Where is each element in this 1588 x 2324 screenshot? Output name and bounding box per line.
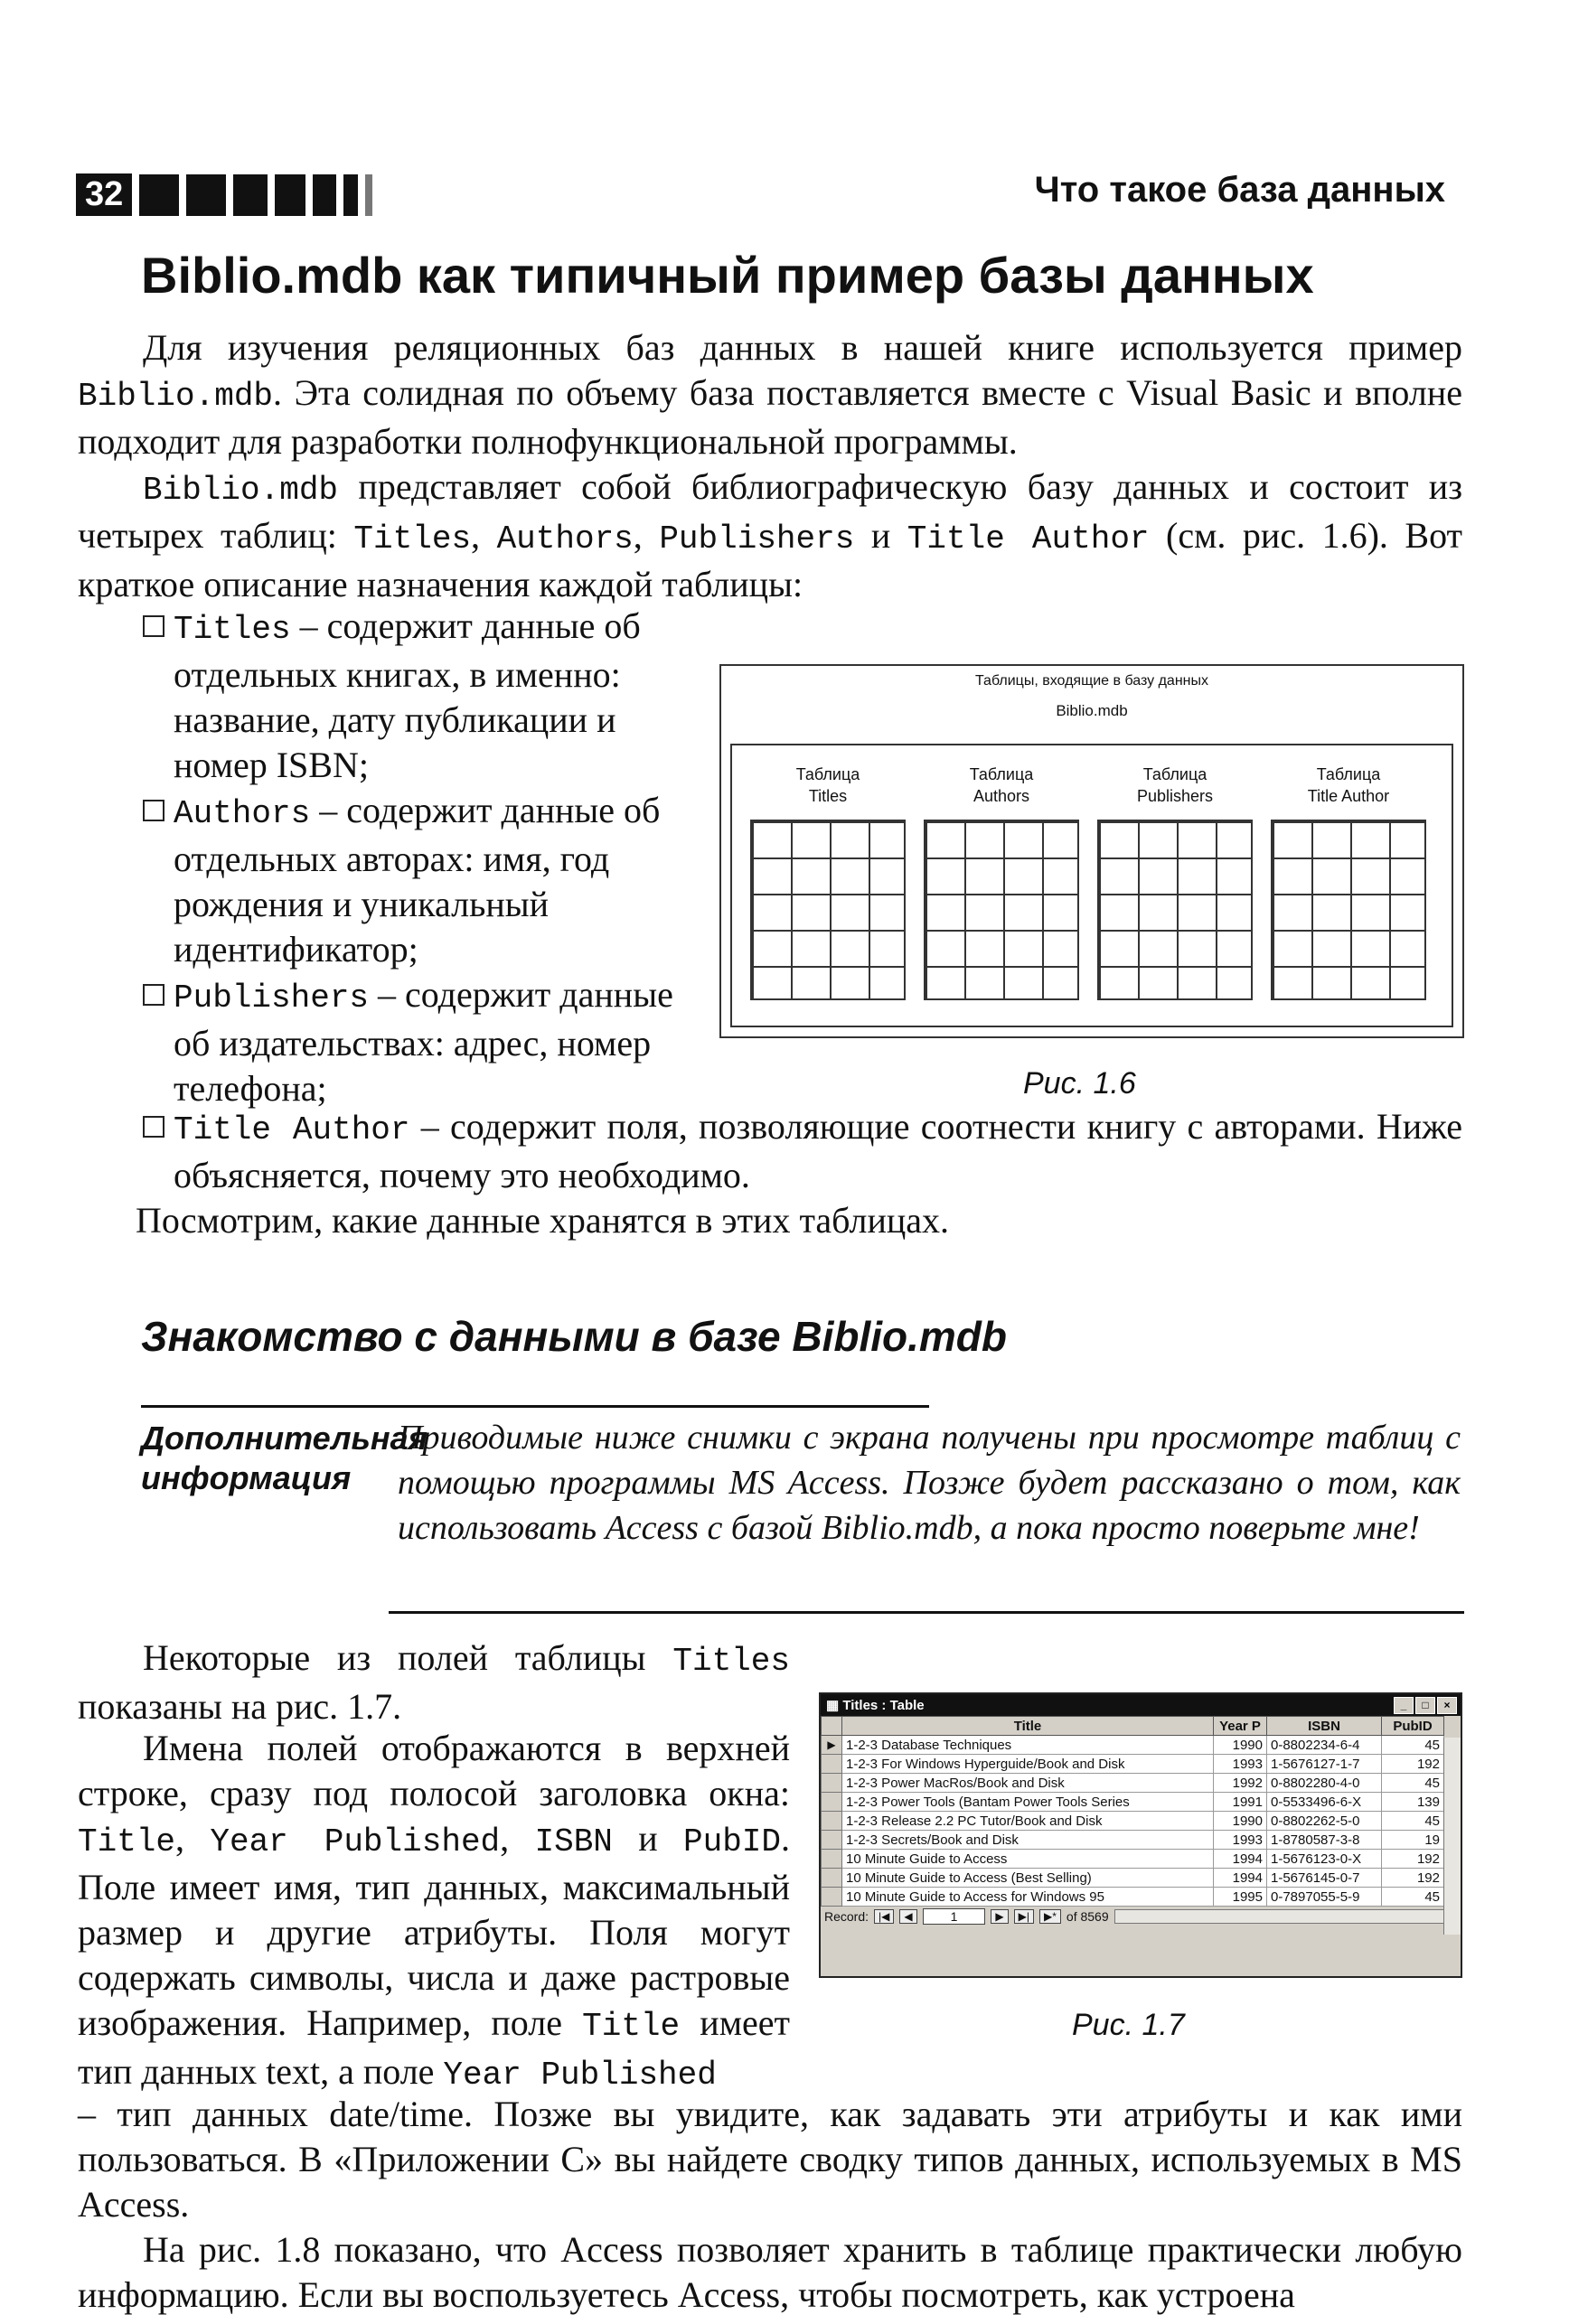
new-record-button[interactable]: ▶* [1039,1909,1061,1924]
list-item: Publishers – содержит данные об издательствах: адрес, номер телефона; [143,972,685,1111]
running-head: Что такое база данных [1034,170,1445,210]
note-rule-bottom [389,1611,1464,1614]
table-grid-authors [924,820,1079,1000]
list-item: Authors – содержит данные об отдельных авторах: имя, год рождения и уникальный идентификатор; [143,788,685,972]
list-item: Title Author – содержит поля, позволяющие соотнести книгу с авторами. Ниже объясняется, почему это необходимо. [143,1104,1462,1198]
table-row[interactable]: 10 Minute Guide to Access (Best Selling) 1994 1-5676145-0-7 192 [822,1869,1444,1888]
record-navigator [821,1907,1461,1926]
table-grid-titles [750,820,906,1000]
header-bar-block [313,174,336,216]
next-record-button[interactable]: ▶ [991,1909,1008,1924]
page-header-bar [76,173,372,216]
header-bar-block [365,174,372,216]
table-row[interactable]: 1-2-3 Release 2.2 PC Tutor/Book and Disk 1990 0-8802262-5-0 45 [822,1812,1444,1831]
last-record-button[interactable]: ▶| [1014,1909,1034,1924]
bullet-list-last [136,1104,1462,1243]
table-row[interactable]: 1-2-3 Power MacRos/Book and Disk 1992 0-8802280-4-0 45 [822,1774,1444,1793]
header-bar-block [186,174,226,216]
list-item: Titles – содержит данные об отдельных книгах, в именно: название, дату публикации и номер ISBN; [143,604,685,788]
body2-paragraph-2-tail: – тип данных date/time. Позже вы увидите, как задавать эти атрибуты и как ими пользоваться. В «Приложении С» вы найдете сводку типов данных, используемых в MS Access. На рис. 1.8 показано, что Access позволяет хранить в таблице практически любую информацию. Если вы воспользуетесь Access, чтобы посмотреть, как устроена [78,2092,1462,2318]
window-title: Titles : Table [842,1697,925,1713]
table-label-authors: Таблица Authors [969,765,1034,805]
intro-text [78,325,1462,607]
page-number: 32 [76,173,132,216]
figure-caption-line2: Biblio.mdb [1056,702,1128,719]
table-row[interactable]: 10 Minute Guide to Access 1994 1-5676123-0-X 192 [822,1850,1444,1869]
row-selector-header [822,1717,842,1736]
header-bar-block [139,174,179,216]
checkbox-bullet-icon [143,1116,164,1138]
maximize-button[interactable]: □ [1415,1697,1435,1714]
record-label: Record: [824,1909,869,1924]
note-text: Приводимые ниже снимки с экрана получены при просмотре таблиц с помощью программы MS Access. Позже будет рассказано о том, как использовать Access с базой Biblio.mdb, а пока просто поверьте мне! [398,1419,1461,1547]
table-row[interactable]: 1-2-3 Power Tools (Bantam Power Tools Series 1991 0-5533496-6-X 139 [822,1793,1444,1812]
column-header-title[interactable]: Title [842,1717,1214,1736]
table-grid-publishers [1097,820,1253,1000]
column-header-isbn[interactable]: ISBN [1267,1717,1382,1736]
previous-record-button[interactable]: ◀ [899,1909,916,1924]
header-bar-block [275,174,305,216]
section-title: Biblio.mdb как типичный пример базы данных [141,247,1314,304]
body2-left-column [78,1635,790,1729]
column-header-pubid[interactable]: PubID [1382,1717,1444,1736]
intro-paragraph-1: Для изучения реляционных баз данных в нашей книге используется пример Biblio.mdb. Эта солидная по объему база поставляется вместе с Visual Basic и вполне подходит для разработки полнофункциональной программы. [78,327,1462,462]
table-row[interactable]: 1-2-3 For Windows Hyperguide/Book and Disk 1993 1-5676127-1-7 192 [822,1755,1444,1774]
current-record-icon: ▶ [822,1736,842,1755]
table-label-title-author: Таблица Title Author [1307,765,1390,805]
column-header-year[interactable]: Year P [1214,1717,1267,1736]
note-label: Дополнительная информация [141,1420,428,1496]
window-title-bar[interactable] [821,1694,1461,1716]
table-label-titles: Таблица Titles [795,765,860,805]
figure-1-6-diagram [719,664,1464,1038]
table-grid-title-author [1271,820,1426,1000]
body2-paragraph-1: Некоторые из полей таблицы Titles показаны на рис. 1.7. [78,1637,790,1727]
header-bar-block [343,174,358,216]
table-row[interactable]: 1-2-3 Secrets/Book and Disk 1993 1-8780587-3-8 19 [822,1831,1444,1850]
table-row[interactable]: 10 Minute Guide to Access for Windows 95 1995 0-7897055-5-9 45 [822,1888,1444,1907]
checkbox-bullet-icon [143,615,164,637]
figure-caption-line1: Таблицы, входящие в базу данных [974,673,1208,689]
database-box [730,744,1453,1027]
close-button[interactable]: × [1437,1697,1457,1714]
table-label-publishers: Таблица Publishers [1136,765,1214,805]
after-bullets-paragraph: Посмотрим, какие данные хранятся в этих таблицах. [136,1200,950,1241]
table-icon: ▦ [826,1698,843,1713]
checkbox-bullet-icon [143,984,164,1006]
figure-1-7-label: Рис. 1.7 [1072,2008,1185,2042]
access-table-window [819,1692,1462,1978]
titles-datasheet [821,1716,1444,1907]
table-row[interactable]: ▶ 1-2-3 Database Techniques 1990 0-8802234-6-4 45 [822,1736,1444,1755]
first-record-button[interactable]: |◀ [874,1909,894,1924]
record-number-input[interactable]: 1 [923,1908,986,1925]
record-total: of 8569 [1066,1909,1109,1924]
body2-paragraph-2-col: Имена полей отображаются в верхней строке, сразу под полосой заголовка окна: Title, Year Published, ISBN и PubID. Поле имеет имя, тип данных, максимальный размер и другие атрибуты. Поля могут содержать символы, числа и даже растровые изображения. Например, поле Title имеет тип данных text, а поле Year Published [78,1728,790,2094]
note-rule-top [141,1405,929,1408]
header-bar-block [233,174,268,216]
minimize-button[interactable]: _ [1394,1697,1414,1714]
intro-paragraph-2: Biblio.mdb представляет собой библиографическую базу данных и состоит из четырех таблиц: Titles, Authors, Publishers и Title Author (см. рис. 1.6). Вот краткое описание назначения каждой таблицы: [78,466,1463,604]
bullet-list [143,604,685,1111]
vertical-scrollbar[interactable] [1443,1738,1461,1935]
body2-paragraph-3: На рис. 1.8 показано, что Access позволяет хранить в таблице практически любую информацию. Если вы воспользуетесь Access, чтобы посмотреть, как устроена [78,2229,1462,2315]
subsection-title: Знакомство с данными в базе Biblio.mdb [141,1313,1008,1360]
figure-1-6-label: Рис. 1.6 [1023,1066,1136,1101]
horizontal-scrollbar[interactable] [1114,1909,1455,1924]
checkbox-bullet-icon [143,800,164,821]
